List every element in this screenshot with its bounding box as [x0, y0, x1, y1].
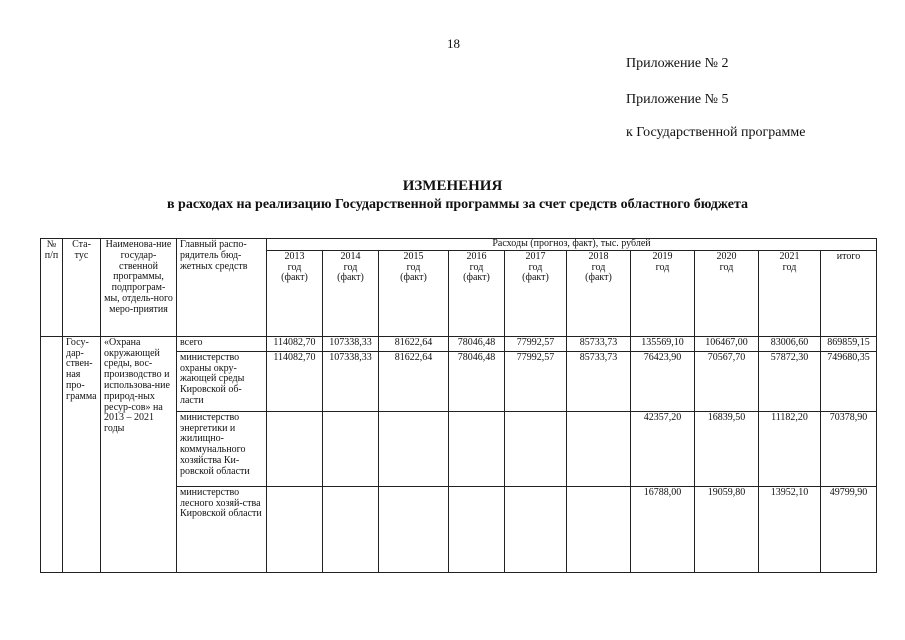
year-sub: год — [655, 261, 670, 273]
value-cell: 78046,48 — [449, 336, 505, 351]
total-cell: 49799,90 — [821, 486, 877, 572]
value-cell: 77992,57 — [505, 336, 567, 351]
year-label: 2016 — [466, 250, 487, 262]
value-cell: 13952,10 — [759, 486, 821, 572]
value-cell: 42357,20 — [631, 411, 695, 486]
value-cell — [449, 411, 505, 486]
year-note: (факт) — [585, 272, 612, 284]
value-cell — [267, 486, 323, 572]
manager-cell: министерство энергетики и жилищно-коммунального хозяйства Ки-ровской области — [177, 411, 267, 486]
manager-cell: министерство охраны окру-жающей среды Кировской об-ласти — [177, 351, 267, 411]
value-cell — [379, 486, 449, 572]
manager-cell: всего — [177, 336, 267, 351]
value-cell: 16839,50 — [695, 411, 759, 486]
page-number: 18 — [447, 36, 460, 51]
header-manager: Главный распо-рядитель бюд-жетных средств — [177, 239, 267, 337]
year-label: 2021 — [779, 250, 800, 262]
header-year-2018 — [567, 250, 631, 336]
year-label: 2019 — [652, 250, 673, 262]
header-year-2017 — [505, 250, 567, 336]
header-total: итого — [821, 250, 877, 336]
value-cell — [449, 486, 505, 572]
value-cell: 106467,00 — [695, 336, 759, 351]
row-number-cell — [41, 336, 63, 572]
document-title: ИЗМЕНЕНИЯ — [402, 178, 503, 194]
value-cell: 135569,10 — [631, 336, 695, 351]
year-label: 2020 — [716, 250, 737, 262]
value-cell — [567, 411, 631, 486]
value-cell — [323, 486, 379, 572]
year-label: 2017 — [525, 250, 546, 262]
value-cell: 85733,73 — [567, 351, 631, 411]
appendix-line-1: Приложение № 2 — [626, 56, 729, 71]
year-label: 2013 — [284, 250, 305, 262]
header-name: Наименова-ние государ-ственной программы, подпрограм-мы, отдель-ного меро-приятия — [101, 239, 177, 337]
year-note: (факт) — [281, 272, 308, 284]
year-sub: год — [782, 261, 797, 273]
status-cell: Госу-дар-ствен-ная про-грамма — [63, 336, 101, 572]
header-year-2015 — [379, 250, 449, 336]
value-cell: 78046,48 — [449, 351, 505, 411]
value-cell: 70567,70 — [695, 351, 759, 411]
value-cell: 76423,90 — [631, 351, 695, 411]
appendix-line-3: к Государственной программе — [626, 125, 806, 140]
header-status: Ста-тус — [63, 239, 101, 337]
value-cell — [267, 411, 323, 486]
value-cell: 81622,64 — [379, 336, 449, 351]
year-label: 2014 — [340, 250, 361, 262]
program-name-cell: «Охрана окружающей среды, вос-производство и использова-ние природ-ных ресур-сов» на 2013 – 2021 годы — [101, 336, 177, 572]
total-cell: 70378,90 — [821, 411, 877, 486]
value-cell: 107338,33 — [323, 351, 379, 411]
value-cell: 114082,70 — [267, 336, 323, 351]
header-expenses: Расходы (прогноз, факт), тыс. рублей — [267, 239, 877, 251]
year-sub: год — [343, 261, 358, 273]
header-year-2019 — [631, 250, 695, 336]
year-label: 2015 — [403, 250, 424, 262]
value-cell: 77992,57 — [505, 351, 567, 411]
header-year-2014 — [323, 250, 379, 336]
value-cell: 83006,60 — [759, 336, 821, 351]
header-num: № п/п — [41, 239, 63, 337]
header-year-2020 — [695, 250, 759, 336]
header-year-2013 — [267, 250, 323, 336]
value-cell: 19059,80 — [695, 486, 759, 572]
document-subtitle: в расходах на реализацию Государственной программы за счет средств областного бюджета — [166, 197, 749, 212]
year-note: (факт) — [522, 272, 549, 284]
value-cell: 107338,33 — [323, 336, 379, 351]
year-label: 2018 — [588, 250, 609, 262]
value-cell — [505, 486, 567, 572]
year-sub: год — [287, 261, 302, 273]
value-cell: 57872,30 — [759, 351, 821, 411]
value-cell — [323, 411, 379, 486]
total-cell: 749680,35 — [821, 351, 877, 411]
year-sub: год — [528, 261, 543, 273]
value-cell — [379, 411, 449, 486]
value-cell: 16788,00 — [631, 486, 695, 572]
year-sub: год — [591, 261, 606, 273]
header-year-2021 — [759, 250, 821, 336]
total-cell: 869859,15 — [821, 336, 877, 351]
expenses-table — [40, 238, 877, 573]
year-note: (факт) — [400, 272, 427, 284]
value-cell: 85733,73 — [567, 336, 631, 351]
appendix-line-2: Приложение № 5 — [626, 92, 729, 107]
year-note: (факт) — [463, 272, 490, 284]
header-year-2016 — [449, 250, 505, 336]
table-row — [41, 336, 877, 351]
year-sub: год — [406, 261, 421, 273]
value-cell: 114082,70 — [267, 351, 323, 411]
year-sub: год — [719, 261, 734, 273]
year-note: (факт) — [337, 272, 364, 284]
value-cell: 11182,20 — [759, 411, 821, 486]
value-cell — [567, 486, 631, 572]
year-sub: год — [469, 261, 484, 273]
value-cell — [505, 411, 567, 486]
manager-cell: министерство лесного хозяй-ства Кировской области — [177, 486, 267, 572]
value-cell: 81622,64 — [379, 351, 449, 411]
